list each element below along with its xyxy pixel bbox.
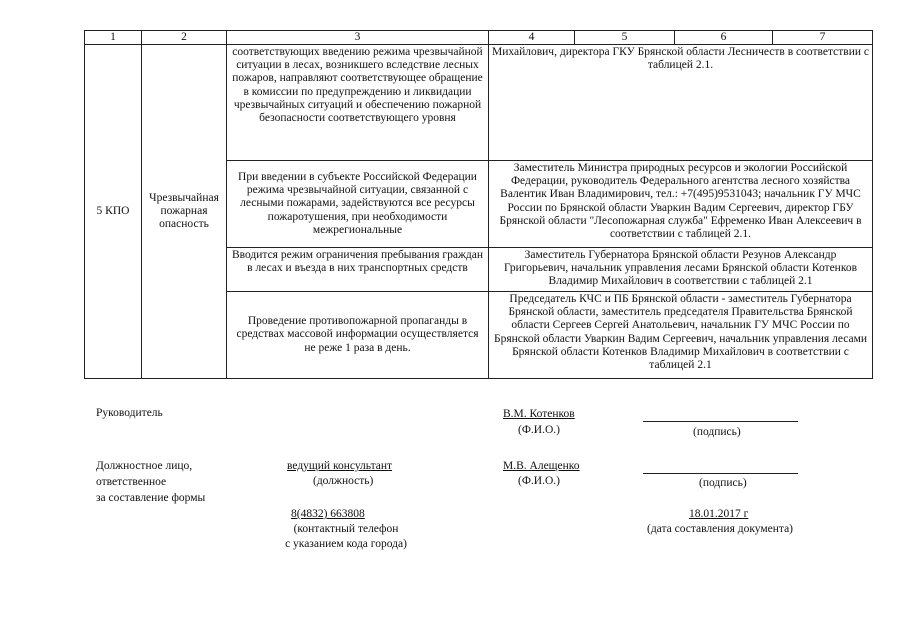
head-signature-line [643, 421, 798, 422]
column-header: 7 [773, 31, 873, 45]
responsible-cell: Михайлович, директора ГКУ Брянской области Лесничеств в соответствии с таблицей 2.1. [489, 45, 873, 161]
column-header: 5 [575, 31, 675, 45]
column-header: 6 [675, 31, 773, 45]
head-fio-caption: (Ф.И.О.) [518, 424, 560, 436]
official-fio-caption: (Ф.И.О.) [518, 475, 560, 487]
official-signature-caption: (подпись) [699, 477, 747, 489]
regime-name-cell: Чрезвычайная пожарная опасность [142, 45, 227, 379]
phone-caption-line-1: (контактный телефон [293, 523, 399, 535]
date-caption: (дата составления документа) [647, 523, 794, 535]
official-label-line-3: за составление формы [96, 492, 206, 504]
table-header-row [85, 31, 873, 45]
regime-code-cell: 5 КПО [85, 45, 142, 379]
responsible-cell: Председатель КЧС и ПБ Брянской области - заместитель Губернатора Брянской области, заместитель председателя Правительства Брянской области Сергеев Сергей Анатольевич, начальник ГУ МЧС России по Брянской области Уваркин Вадим Сергеевич, начальник управления лесами Брянской области Котенков Владимир Михайлович в соответствии с таблицей 2.1 [489, 292, 873, 379]
contact-phone: 8(4832) 663808 [291, 508, 365, 520]
official-signature-line [643, 473, 798, 474]
column-header: 4 [489, 31, 575, 45]
measure-cell: При введении в субъекте Российской Федерации режима чрезвычайной ситуации, связанной с лесными пожарами, задействуются все ресурсы пожаротушения, при необходимости межрегиональные [227, 161, 489, 248]
column-header: 2 [142, 31, 227, 45]
head-name: В.М. Котенков [503, 408, 575, 420]
responsible-cell: Заместитель Губернатора Брянской области Резунов Александр Григорьевич, начальник управления лесами Брянской области Котенков Владимир Михайлович в соответствии с таблицей 2.1 [489, 248, 873, 292]
phone-caption-line-2: с указанием кода города) [285, 538, 407, 550]
official-name: М.В. Алещенко [503, 460, 580, 472]
fire-danger-table [84, 30, 873, 379]
official-position: ведущий консультант [287, 460, 393, 472]
column-header: 3 [227, 31, 489, 45]
position-caption: (должность) [313, 475, 374, 487]
table-row [85, 45, 873, 161]
document-date: 18.01.2017 г [689, 508, 749, 520]
head-signature-caption: (подпись) [693, 426, 741, 438]
column-header: 1 [85, 31, 142, 45]
measure-cell: соответствующих введению режима чрезвычайной ситуации в лесах, возникшего вследствие лесных пожаров, направляют соответствующее обращение в комиссии по предупреждению и ликвидации чрезвычайных ситуаций и обеспечению пожарной безопасности соответствующего уровня [227, 45, 489, 161]
measure-cell: Проведение противопожарной пропаганды в средствах массовой информации осуществляется не реже 1 раза в день. [227, 292, 489, 379]
head-label: Руководитель [96, 407, 163, 419]
official-label-line-1: Должностное лицо, [96, 460, 193, 472]
measure-cell: Вводится режим ограничения пребывания граждан в лесах и въезда в них транспортных средств [227, 248, 489, 292]
responsible-cell: Заместитель Министра природных ресурсов и экологии Российской Федерации, руководитель Федерального агентства лесного хозяйства Валентик Иван Владимирович, тел.: +7(495)9531043; начальник ГУ МЧС России по Брянской области Уваркин Вадим Сергеевич, директор ГБУ Брянской области "Лесопожарная служба" Ефременко Иван Алексеевич в соответствии с таблицей 2.1. [489, 161, 873, 248]
official-label-line-2: ответственное [96, 476, 167, 488]
